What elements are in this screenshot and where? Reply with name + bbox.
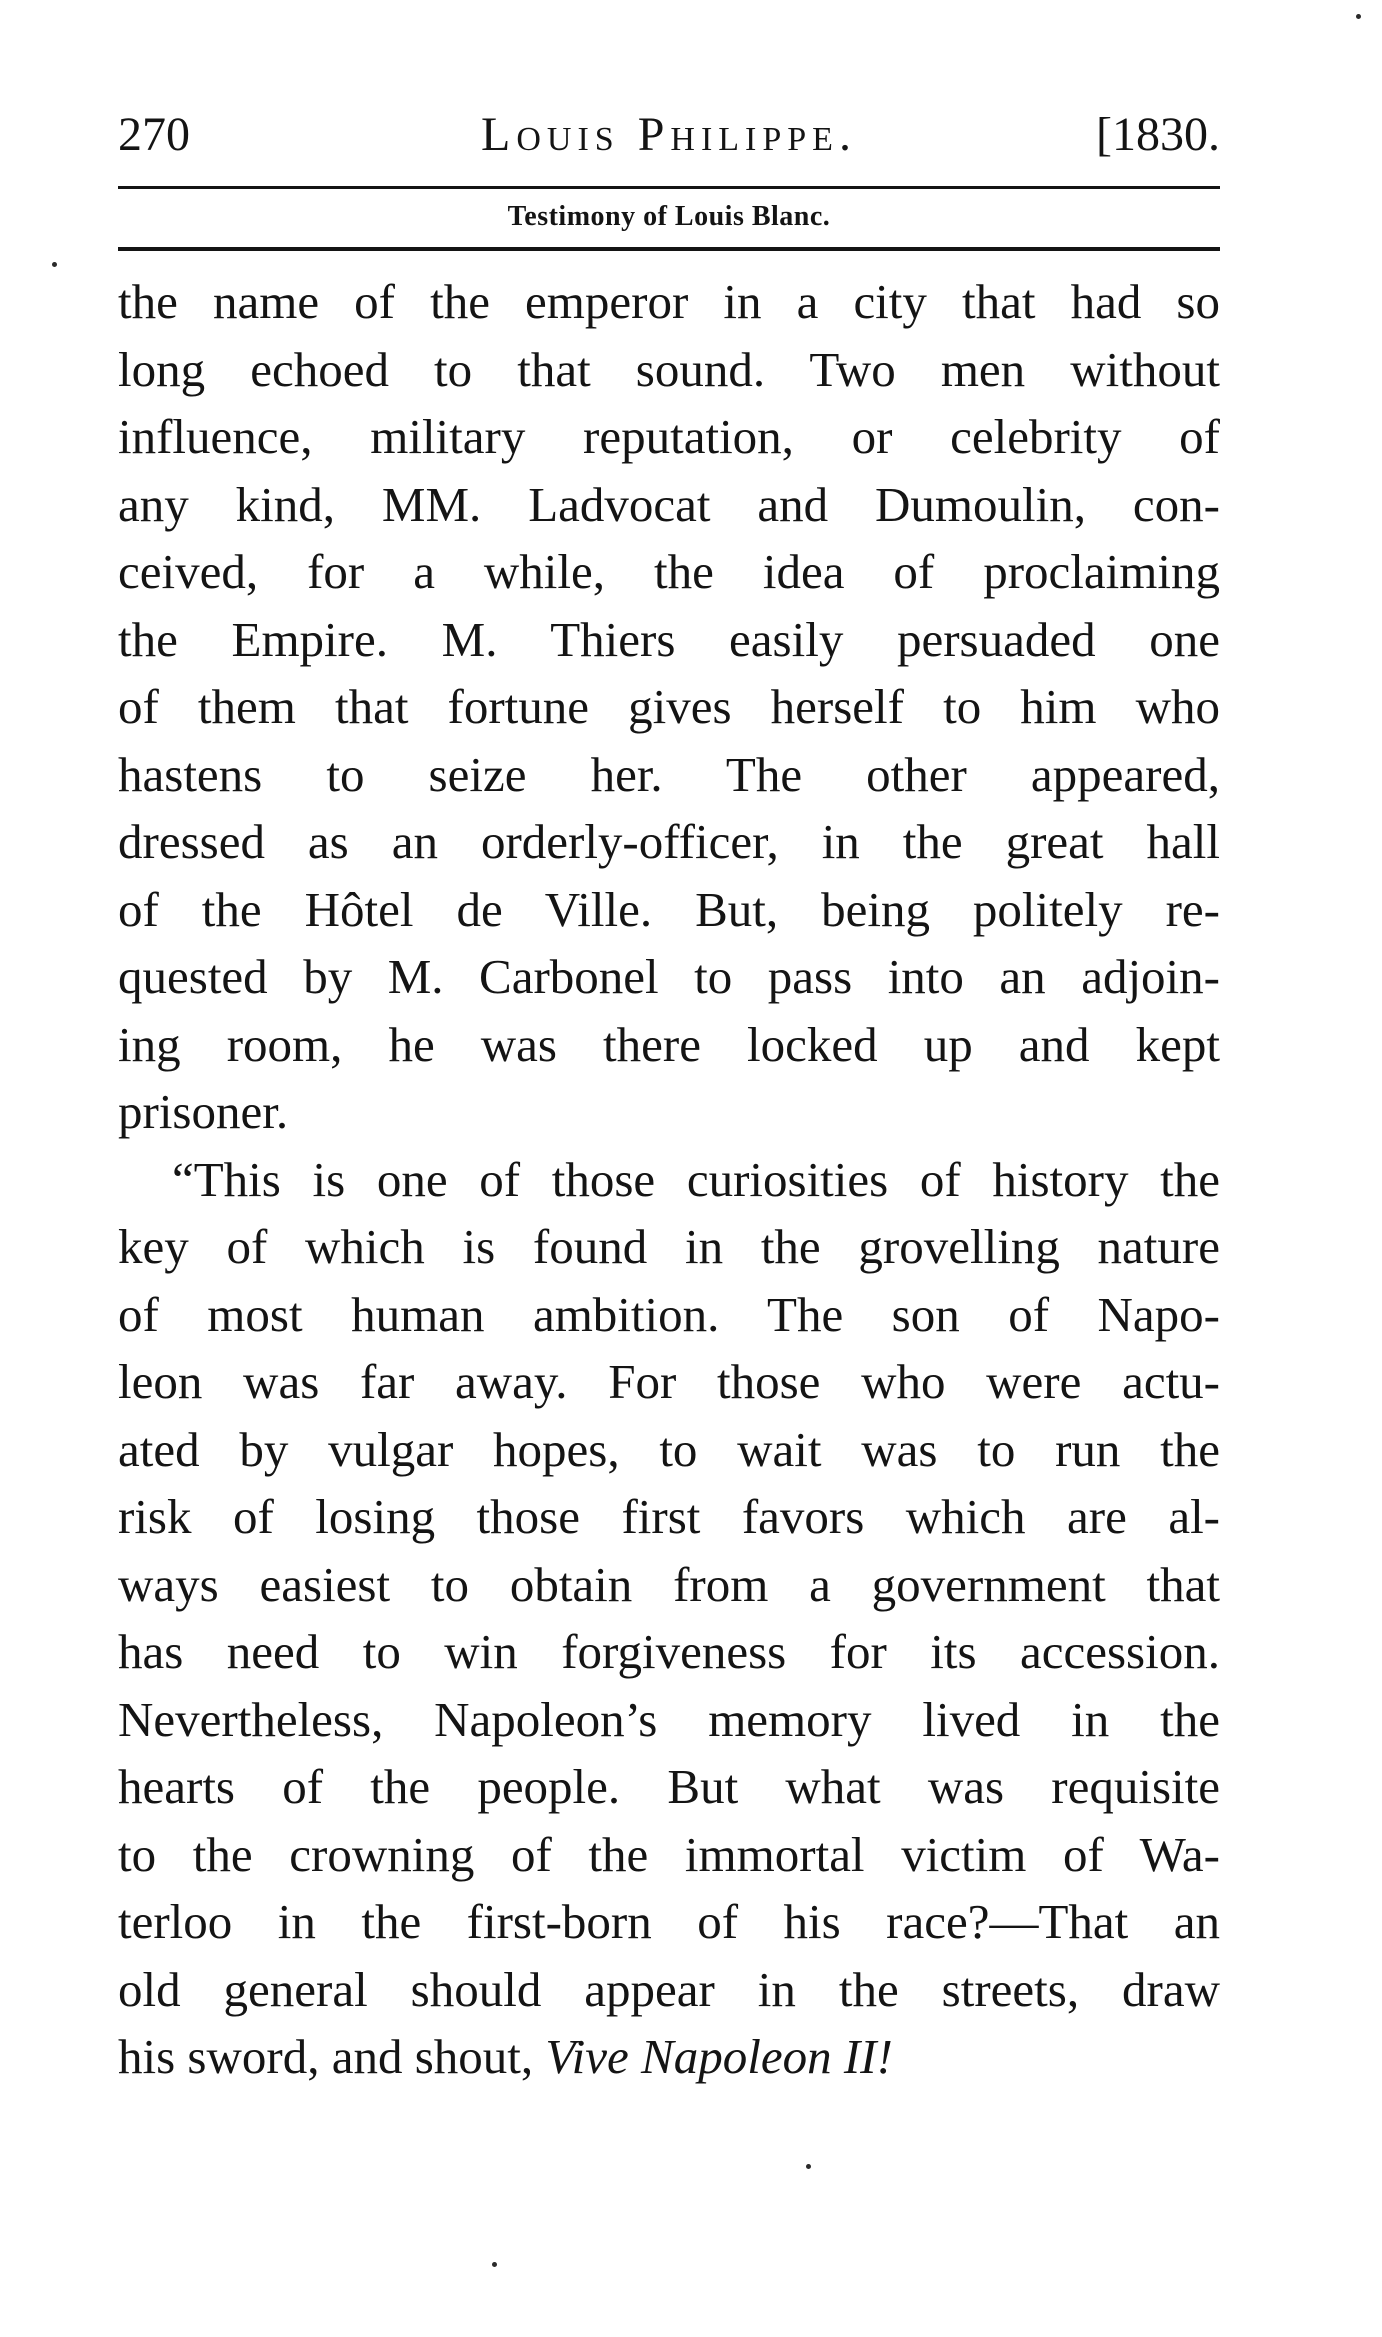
header-rule-bottom — [118, 247, 1220, 251]
text-line: of them that fortune gives herself to him who — [118, 679, 1220, 734]
paper-speck — [806, 2164, 811, 2169]
text-line-last — [118, 2023, 1220, 2091]
text-line: ing room, he was there locked up and kept — [118, 1016, 1220, 1072]
last-line-text: his sword, and shout, — [118, 2029, 546, 2084]
paper-speck — [52, 262, 57, 267]
text-line: “This is one of those curiosities of history the — [172, 1151, 1220, 1207]
text-line: key of which is found in the grovelling nature — [118, 1219, 1220, 1274]
page-header — [118, 100, 1220, 170]
section-subtitle: Testimony of Louis Blanc. — [507, 201, 831, 232]
text-line: of most human ambition. The son of Napo- — [118, 1286, 1220, 1342]
text-line: dressed as an orderly-officer, in the great hall — [118, 814, 1220, 869]
text-line: ated by vulgar hopes, to wait was to run the — [118, 1421, 1220, 1477]
text-line: old general should appear in the streets, draw — [118, 1961, 1220, 2017]
text-line: any kind, MM. Ladvocat and Dumoulin, con- — [118, 476, 1220, 532]
text-line: to the crowning of the immortal victim of Wa- — [118, 1826, 1220, 1882]
body-text — [118, 268, 1220, 2091]
text-line: prisoner. — [118, 1084, 289, 1139]
text-line: risk of losing those first favors which are al- — [118, 1489, 1220, 1544]
paper-speck — [492, 2262, 497, 2267]
text-line: Nevertheless, Napoleon’s memory lived in the — [118, 1691, 1220, 1747]
text-line: the Empire. M. Thiers easily persuaded one — [118, 611, 1220, 667]
text-line: influence, military reputation, or celebrity of — [118, 409, 1220, 464]
text-line: terloo in the first-born of his race?—That an — [118, 1894, 1220, 1949]
text-line: ways easiest to obtain from a government that — [118, 1556, 1220, 1612]
year-marker: [1830. — [1096, 108, 1220, 161]
paper-speck — [1356, 14, 1361, 19]
running-title: Louis Philippe. — [481, 108, 857, 161]
text-line: leon was far away. For those who were actu- — [118, 1354, 1220, 1409]
text-line: hearts of the people. But what was requisite — [118, 1759, 1220, 1814]
text-line: the name of the emperor in a city that had so — [118, 274, 1220, 329]
header-rule-top — [118, 186, 1220, 189]
text-line: ceived, for a while, the idea of proclaiming — [118, 544, 1220, 599]
text-line: hastens to seize her. The other appeared, — [118, 746, 1220, 802]
text-line: of the Hôtel de Ville. But, being politely re- — [118, 881, 1220, 937]
text-line: quested by M. Carbonel to pass into an adjoin- — [118, 949, 1220, 1004]
text-line: long echoed to that sound. Two men without — [118, 341, 1220, 397]
page-number: 270 — [118, 108, 190, 161]
text-line: has need to win forgiveness for its accession. — [118, 1624, 1220, 1679]
last-line-italic: Vive Napoleon II! — [545, 2029, 893, 2084]
